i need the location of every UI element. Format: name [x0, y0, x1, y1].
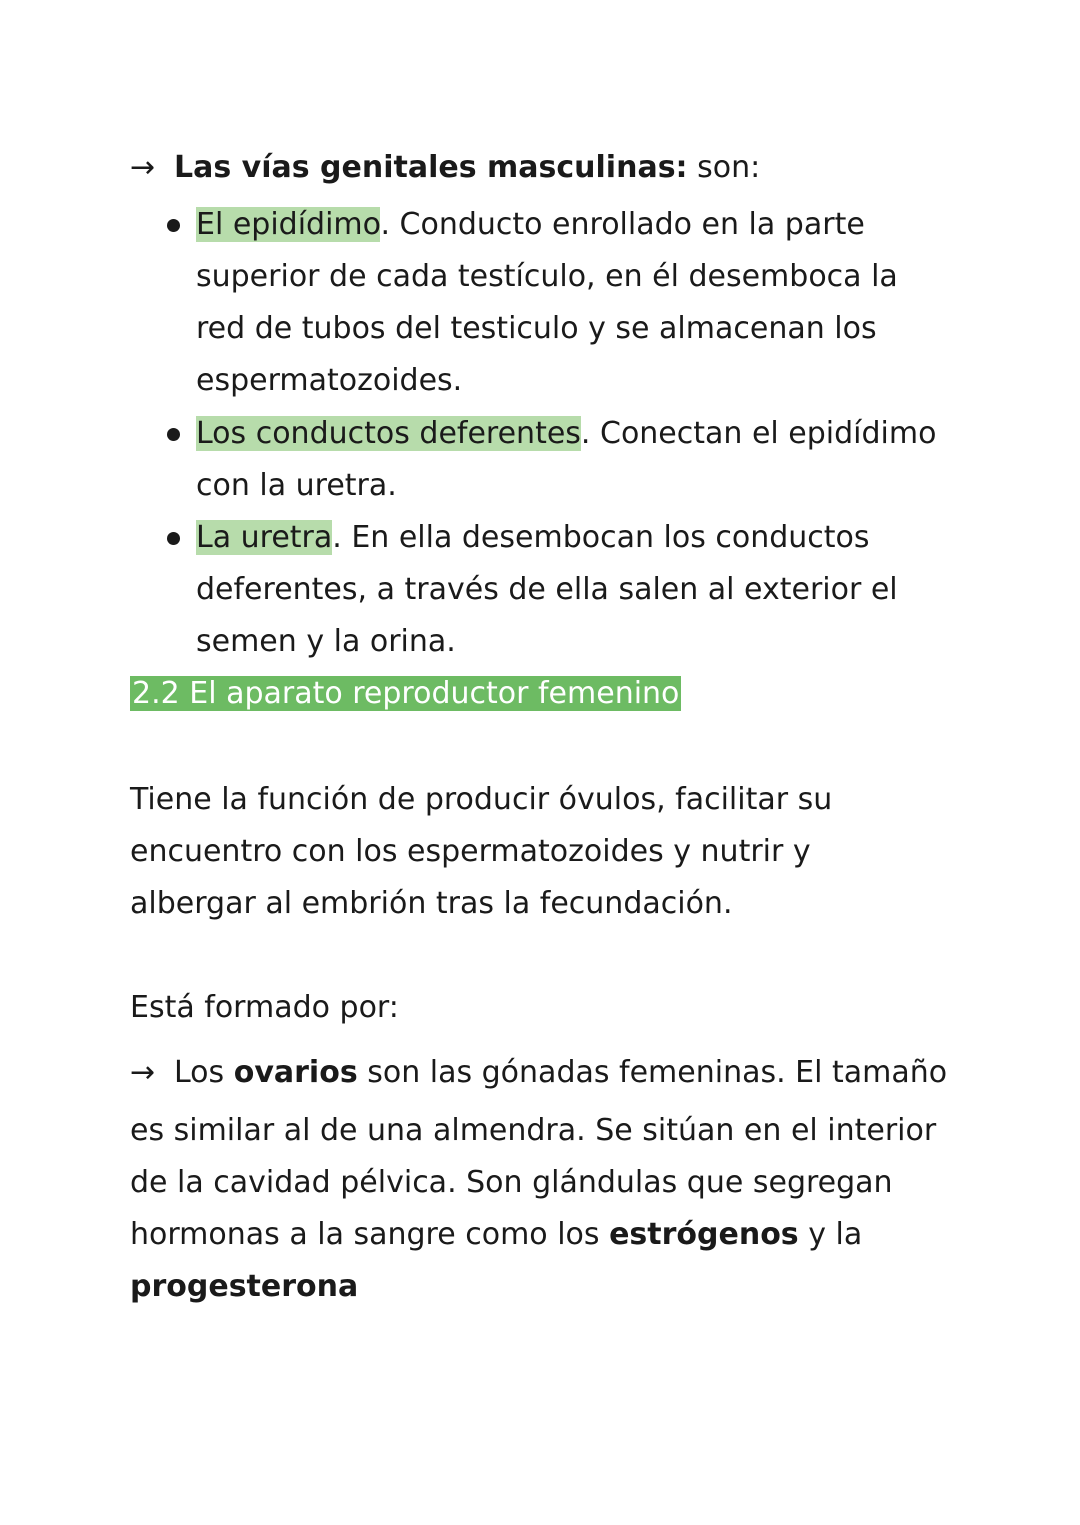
ovaries-term: ovarios: [233, 1055, 358, 1090]
bullet-icon: [167, 532, 180, 545]
term-highlight: Los conductos deferentes: [196, 416, 581, 451]
item-text-line: deferentes, a través de ella salen al exterior el: [196, 572, 898, 607]
ovaries-line: [130, 1053, 947, 1093]
intro-line: Tiene la función de producir óvulos, facilitar su: [130, 782, 833, 817]
list-item: [196, 518, 870, 558]
text: son las gónadas femeninas. El tamaño: [357, 1055, 948, 1090]
hormones-line: [130, 1215, 862, 1255]
composition-line: de la cavidad pélvica. Son glándulas que segregan: [130, 1165, 893, 1200]
heading-text: Las vías genitales masculinas:: [174, 150, 688, 185]
text: hormonas a la sangre como los: [130, 1217, 610, 1252]
male-tracts-heading: [130, 148, 760, 188]
term-highlight: El epidídimo: [196, 207, 381, 242]
item-text: . Conectan el epidídimo: [580, 416, 937, 451]
progesterone-line: [130, 1267, 358, 1307]
item-text-line: con la uretra.: [196, 468, 397, 503]
bullet-icon: [167, 428, 180, 441]
item-text: . En ella desembocan los conductos: [332, 520, 870, 555]
list-item: [196, 414, 936, 454]
bullet-icon: [167, 219, 180, 232]
text: Los: [174, 1055, 234, 1090]
list-item: [196, 205, 865, 245]
estrogens-term: estrógenos: [609, 1217, 799, 1252]
item-text-line: semen y la orina.: [196, 624, 456, 659]
section-title: [130, 674, 681, 714]
item-text-line: superior de cada testículo, en él desemboca la: [196, 259, 898, 294]
text: y la: [798, 1217, 863, 1252]
heading-suffix: son:: [687, 150, 761, 185]
progesterone-term: progesterona: [130, 1269, 359, 1304]
item-text-line: red de tubos del testiculo y se almacenan los: [196, 311, 877, 346]
item-text: . Conducto enrollado en la parte: [380, 207, 865, 242]
arrow-icon: →: [130, 150, 156, 185]
intro-line: encuentro con los espermatozoides y nutrir y: [130, 834, 811, 869]
intro-line: albergar al embrión tras la fecundación.: [130, 886, 733, 921]
arrow-icon: →: [130, 1055, 156, 1090]
term-highlight: La uretra: [196, 520, 333, 555]
section-title-text: 2.2 El aparato reproductor femenino: [132, 676, 680, 711]
item-text-line: espermatozoides.: [196, 363, 463, 398]
composition-line: es similar al de una almendra. Se sitúan en el interior: [130, 1113, 937, 1148]
composition-label: Está formado por:: [130, 990, 399, 1025]
